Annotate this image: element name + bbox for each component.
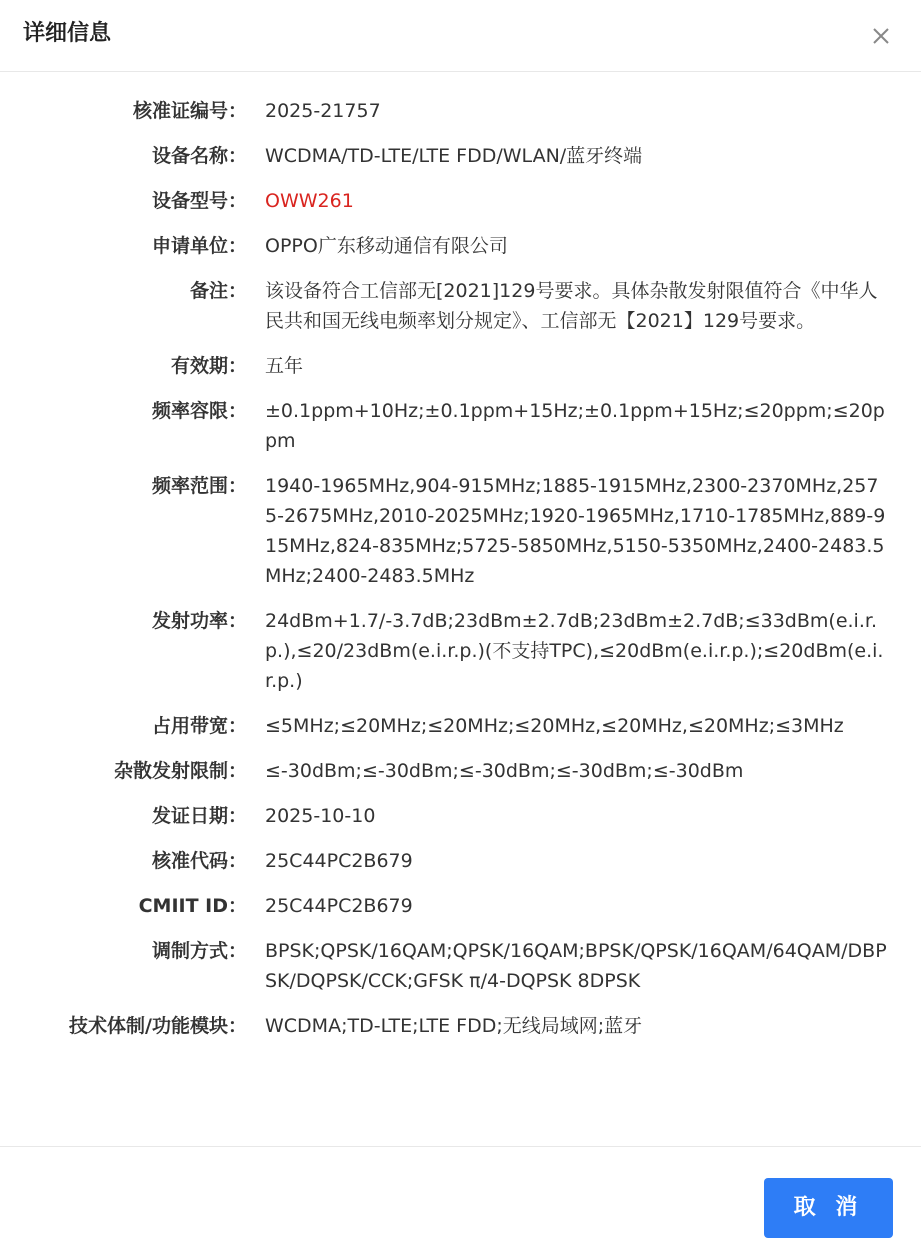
- field-label: 核准代码: [151, 850, 228, 872]
- field-colon: ：: [228, 280, 248, 302]
- field-colon: ：: [228, 235, 248, 257]
- field-value: 该设备符合工信部无[2021]129号要求。具体杂散发射限值符合《中华人民共和国无线电频率划分规定》、工信部无【2021】129号要求。: [265, 280, 878, 332]
- field-value: 24dBm+1.7/-3.7dB;23dBm±2.7dB;23dBm±2.7dB;≤33dBm(e.i.r.p.),≤20/23dBm(e.i.r.p.)(不支持TPC),≤20dBm(e.i.r.p.);≤20dBm(e.i.r.p.): [265, 610, 884, 692]
- field-colon: ：: [228, 190, 248, 212]
- field-label: 杂散发射限制: [113, 760, 228, 782]
- field-value: OPPO广东移动通信有限公司: [265, 235, 508, 257]
- field-label: 有效期: [170, 355, 228, 377]
- field-value: WCDMA;TD-LTE;LTE FDD;无线局域网;蓝牙: [265, 1015, 643, 1037]
- field-row-remarks: [0, 276, 921, 336]
- field-value: ≤-30dBm;≤-30dBm;≤-30dBm;≤-30dBm;≤-30dBm: [265, 760, 744, 782]
- field-colon: ：: [228, 355, 248, 377]
- field-row-applicant: [0, 231, 921, 261]
- field-row-spurious-emission: [0, 756, 921, 786]
- field-colon: ：: [228, 610, 248, 632]
- field-label: 备注: [189, 280, 228, 302]
- field-row-frequency-tolerance: [0, 396, 921, 456]
- field-label: 频率容限: [151, 400, 228, 422]
- field-colon: ：: [228, 145, 248, 167]
- field-label: 核准证编号: [132, 100, 228, 122]
- field-row-approval-number: [0, 96, 921, 126]
- field-label: 调制方式: [151, 940, 228, 962]
- field-colon: ：: [228, 940, 248, 962]
- field-label: 申请单位: [151, 235, 228, 257]
- field-row-approval-code: [0, 846, 921, 876]
- field-colon: ：: [228, 100, 248, 122]
- field-colon: ：: [228, 760, 248, 782]
- dialog-header: [0, 0, 921, 72]
- field-label: 技术体制/功能模块: [69, 1015, 228, 1037]
- field-colon: ：: [228, 850, 248, 872]
- field-value: 1940-1965MHz,904-915MHz;1885-1915MHz,2300-2370MHz,2575-2675MHz,2010-2025MHz;1920-1965MHz,1710-1785MHz,889-915MHz,824-835MHz;5725-5850MHz,5150-5350MHz,2400-2483.5MHz;2400-2483.5MHz: [265, 475, 886, 587]
- field-label: 发证日期: [151, 805, 228, 827]
- close-icon[interactable]: [866, 21, 896, 51]
- field-value: 2025-21757: [265, 100, 381, 122]
- field-label: 占用带宽: [151, 715, 228, 737]
- detail-body: [0, 96, 921, 1056]
- field-colon: ：: [228, 400, 248, 422]
- field-row-modulation: [0, 936, 921, 996]
- field-colon: ：: [228, 805, 248, 827]
- field-colon: ：: [228, 475, 248, 497]
- field-value: 五年: [265, 355, 304, 377]
- field-row-bandwidth: [0, 711, 921, 741]
- field-row-device-model: [0, 186, 921, 216]
- field-label: CMIIT ID: [138, 895, 228, 917]
- field-colon: ：: [228, 715, 248, 737]
- field-row-issue-date: [0, 801, 921, 831]
- field-row-transmit-power: [0, 606, 921, 696]
- field-row-frequency-range: [0, 471, 921, 591]
- field-label: 设备名称: [151, 145, 228, 167]
- field-value: ±0.1ppm+10Hz;±0.1ppm+15Hz;±0.1ppm+15Hz;≤20ppm;≤20ppm: [265, 400, 885, 452]
- field-value: BPSK;QPSK/16QAM;QPSK/16QAM;BPSK/QPSK/16QAM/64QAM/DBPSK/DQPSK/CCK;GFSK π/4-DQPSK 8DPSK: [265, 940, 887, 992]
- field-colon: ：: [228, 895, 248, 917]
- field-value: 2025-10-10: [265, 805, 376, 827]
- field-colon: ：: [228, 1015, 248, 1037]
- field-value-model: OWW261: [265, 190, 354, 212]
- field-value: 25C44PC2B679: [265, 895, 413, 917]
- field-value: WCDMA/TD-LTE/LTE FDD/WLAN/蓝牙终端: [265, 145, 643, 167]
- field-row-cmiit-id: [0, 891, 921, 921]
- field-row-technology: [0, 1011, 921, 1041]
- cancel-button[interactable]: 取 消: [764, 1178, 893, 1238]
- field-row-validity: [0, 351, 921, 381]
- field-label: 发射功率: [151, 610, 228, 632]
- field-value: ≤5MHz;≤20MHz;≤20MHz;≤20MHz,≤20MHz,≤20MHz;≤3MHz: [265, 715, 844, 737]
- field-row-device-name: [0, 141, 921, 171]
- field-label: 频率范围: [151, 475, 228, 497]
- dialog-title: 详细信息: [23, 21, 112, 46]
- dialog-footer: [0, 1146, 921, 1251]
- field-value: 25C44PC2B679: [265, 850, 413, 872]
- field-label: 设备型号: [151, 190, 228, 212]
